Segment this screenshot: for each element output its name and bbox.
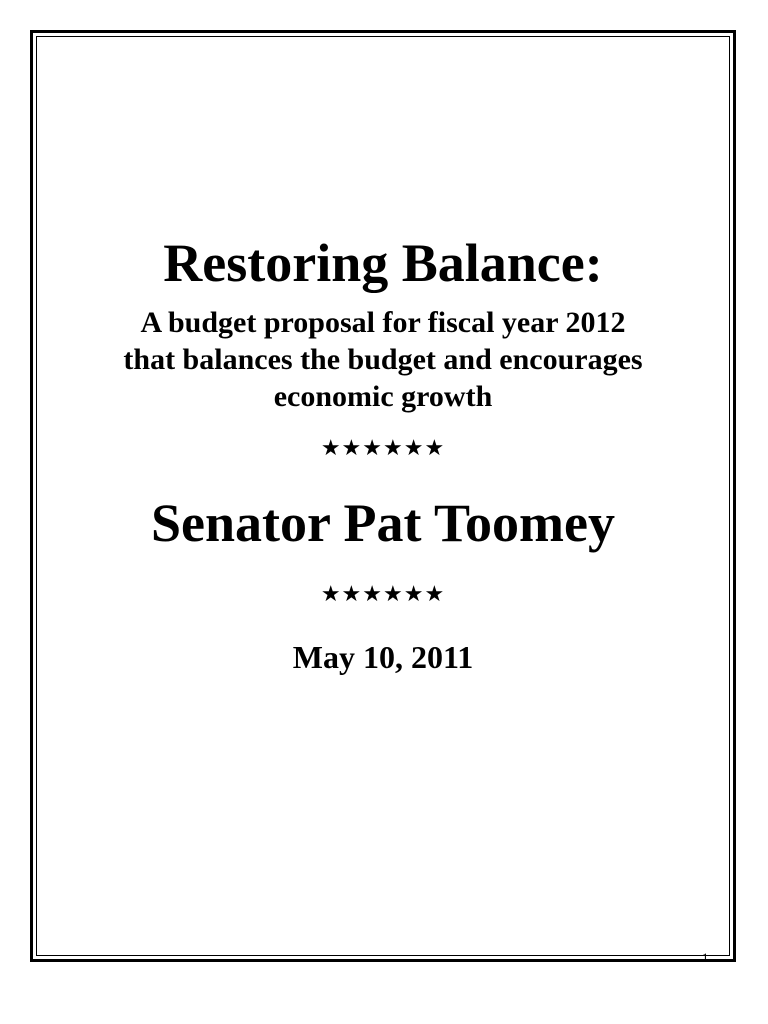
- document-subtitle: [36, 304, 730, 415]
- document-title: Restoring Balance:: [163, 233, 603, 293]
- star-divider-top: ★★★★★★: [320, 435, 446, 460]
- subtitle-line: economic growth: [273, 380, 493, 413]
- author-name: Senator Pat Toomey: [150, 493, 615, 553]
- subtitle-line: A budget proposal for fiscal year 2012: [140, 306, 626, 339]
- subtitle-line: that balances the budget and encourages: [123, 343, 643, 376]
- page-number: 1: [702, 950, 709, 965]
- document-date: May 10, 2011: [292, 639, 474, 675]
- star-divider-bottom: ★★★★★★: [320, 581, 446, 606]
